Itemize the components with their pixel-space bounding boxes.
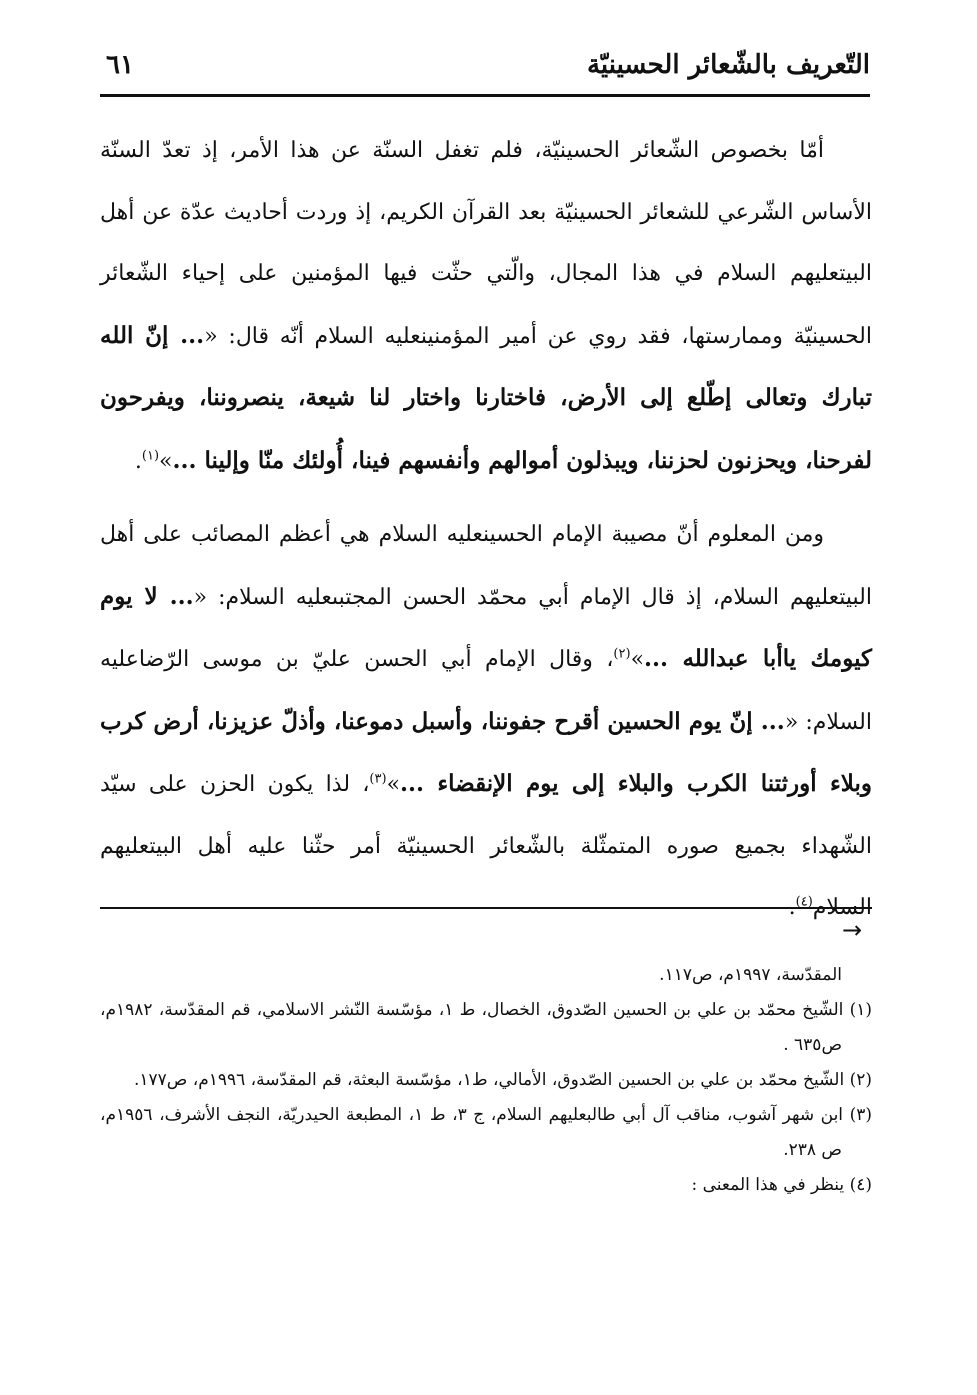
footnote-ref-3: (٣) [369,771,387,787]
footnote-separator [100,907,872,909]
running-header [100,46,870,94]
footnote-ref-2: (٢) [613,646,631,662]
p1-text-2: » [159,448,173,474]
footnote-ref-1: (١) [141,448,160,464]
p2-text-2: » [630,647,645,672]
footnote-4: (٤) ينظر في هذا المعنى : [691,1175,872,1195]
header-title: التّعريف بالشّعائر الحسينيّة [586,50,870,80]
page-number: ٦١ [106,50,134,80]
footnotes [100,958,872,1203]
p1-quote-1: ... إنّ الله تبارك وتعالى إطّلع إلى الأرض، فاختارنا واختار لنا شيعة، ينصروننا، ويفرحون لفرحنا، ويحزنون لحزننا، ويبذلون أموالهم وأنفسهم فينا، أُولئك منّا وإلينا ... [100,321,872,474]
paragraph-2 [100,504,872,939]
p2-text-6: . [788,895,796,920]
footnote-continuation: المقدّسة، ١٩٩٧م، ص١١٧. [659,965,842,985]
p2-text-5: ، لذا يكون الحزن على سيّد الشّهداء بجميع صوره المتمثّلة بالشّعائر الحسينيّة أمر حثّنا عليه أهل البيتعليهم السلام [100,772,872,920]
continuation-arrow-icon: → [842,916,863,944]
footnote-2: (٢) الشّيخ محمّد بن علي بن الحسين الصّدوق، الأمالي، ط١، مؤسّسة البعثة، قم المقدّسة، ١٩٩٦م، ص١٧٧. [133,1070,872,1090]
p1-text-1: أمّا بخصوص الشّعائر الحسينيّة، فلم تغفل السنّة عن هذا الأمر، إذ تعدّ السنّة الأساس الشّرعي للشعائر الحسينيّة بعد القرآن الكريم، إذ وردت أحاديث عدّة عن أهل البيتعليهم السلام في هذا المجال، والّتي حثّت فيها المؤمنين على إحياء الشّعائر الحسينيّة وممارستها، فقد روي عن أمير المؤمنينعليه السلام أنّه قال: « [100,138,872,349]
footnote-3: (٣) ابن شهر آشوب، مناقب آل أبي طالبعليهم السلام، ج ٣، ط ١، المطبعة الحيدريّة، النجف الأشرف، ١٩٥٦م، ص ٢٣٨. [100,1105,872,1160]
p2-text-4: » [386,772,401,797]
p2-text-1: ومن المعلوم أنّ مصيبة الإمام الحسينعليه السلام هي أعظم المصائب على أهل البيتعليهم السلام، إذ قال الإمام أبي محمّد الحسن المجتبىعليه السلام: « [100,522,872,610]
p2-quote-1: ... لا يوم كيومك ياأبا عبدالله ... [100,582,872,672]
header-rule [100,94,870,97]
main-text [100,120,872,939]
p2-quote-2: ... إنّ يوم الحسين أقرح جفوننا، وأسبل دموعنا، وأذلّ عزيزنا، أرض كرب وبلاء أورثتنا الكرب والبلاء إلى يوم الإنقضاء ... [100,707,872,797]
p1-text-3: . [134,448,142,474]
footnote-1: (١) الشّيخ محمّد بن علي بن الحسين الصّدوق، الخصال، ط ١، مؤسّسة النّشر الاسلامي، قم المقدّسة، ١٩٨٢م، ص٦٣٥ . [100,1000,872,1055]
paragraph-1 [100,120,872,492]
footnote-ref-4: (٤) [795,894,813,910]
p2-text-3: ، وقال الإمام أبي الحسن عليّ بن موسى الرّضاعليه السلام: « [100,647,872,735]
